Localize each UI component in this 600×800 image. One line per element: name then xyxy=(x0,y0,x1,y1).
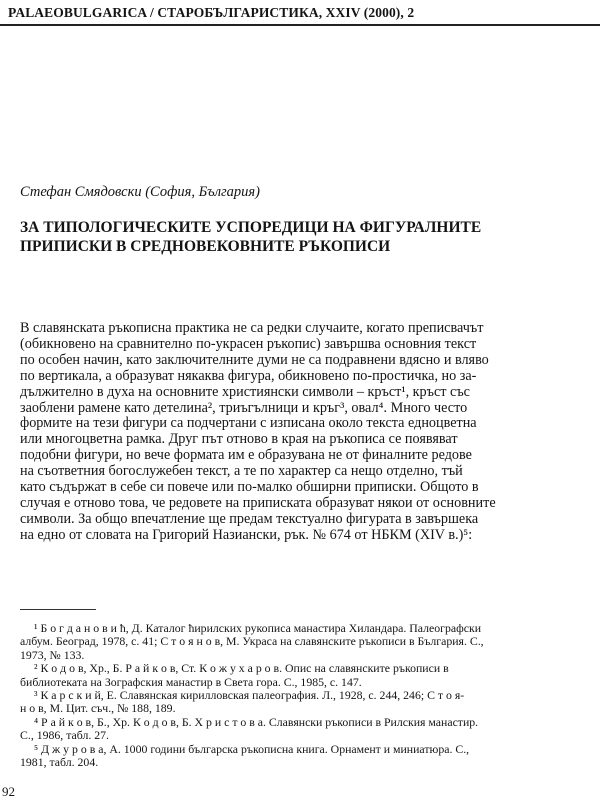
body-line: случая е отново това, че редовете на приписката образуват някои от основните xyxy=(20,494,496,511)
body-line: като съдържат в себе си повече или по-малко обширни приписки. Общото в xyxy=(20,479,479,496)
footnote xyxy=(20,743,586,770)
footnote-divider xyxy=(20,609,96,610)
footnotes xyxy=(20,622,586,769)
footnote xyxy=(20,689,586,716)
running-header: PALAEOBULGARICA / СТАРОБЪЛГАРИСТИКА, XXIV (2000), 2 xyxy=(8,5,415,20)
footnote-line: библиотеката на Зографския манастир в Света гора. С., 1985, с. 147. xyxy=(20,674,362,689)
article-title xyxy=(20,218,580,256)
article-title-line: ПРИПИСКИ В СРЕДНОВЕКОВНИТЕ РЪКОПИСИ xyxy=(20,238,391,255)
page-number: 92 xyxy=(2,784,15,799)
body-line: формите на тези фигури са подчертани с изписана около текста едноцветна xyxy=(20,415,477,432)
footnote-line: 1981, табл. 204. xyxy=(20,755,99,770)
footnote-line: ⁵ Д ж у р о в а, А. 1000 години българска ръкописна книга. Орнамент и миниатюра. С., xyxy=(34,741,470,756)
footnote-line: албум. Београд, 1978, с. 41; С т о я н о в, М. Украса на славянските ръкописи в България. С., xyxy=(20,634,484,649)
footnote-line: ³ К а р с к и й, Е. Славянская кирилловская палеография. Л., 1928, с. 244, 246; С т о я- xyxy=(34,688,465,703)
author-line: Стефан Смядовски (София, България) xyxy=(20,184,260,200)
footnote-line: 1973, № 133. xyxy=(20,647,85,662)
body-line: на едно от словата на Григорий Назиански, рък. № 674 от НБКМ (XIV в.)⁵: xyxy=(20,526,473,543)
footnote xyxy=(20,622,586,662)
body-line: символи. За общо впечатление ще предам текстуално фигурата в завършека xyxy=(20,510,479,527)
body-line: (обикновено на сравнително по-украсен ръкопис) завършва основния текст xyxy=(20,335,477,352)
body-line: на съответния богослужебен текст, а те по характер са нещо отделно, тъй xyxy=(20,463,463,480)
body-line: В славянската ръкописна практика не са редки случаите, когато преписвачът xyxy=(20,320,484,336)
body-line: по вертикала, а образуват някаква фигура, обикновено по-простичка, но за- xyxy=(20,367,477,384)
footnote xyxy=(20,716,586,743)
body-line: или многоцветна рамка. Друг път отново в края на ръкописа се появяват xyxy=(20,431,458,448)
body-paragraph xyxy=(20,321,586,544)
body-line: подобни фигури, но вече формата им е образувана не от финалните редове xyxy=(20,447,472,464)
header-rule xyxy=(0,24,600,26)
body-line: заоблени рамене като детелина², триъгълници и кръг³, овал⁴. Много често xyxy=(20,399,468,416)
footnote-line: ¹ Б о г д а н о в и ћ, Д. Каталог ћирилских рукописа манастира Хиландара. Палеографски xyxy=(34,621,482,635)
footnote-line: н о в, М. Цит. съч., № 188, 189. xyxy=(20,701,176,716)
body-line: дължително в духа на основните християнски символи – кръст¹, кръст със xyxy=(20,383,470,400)
footnote xyxy=(20,662,586,689)
article-title-line: ЗА ТИПОЛОГИЧЕСКИТЕ УСПОРЕДИЦИ НА ФИГУРАЛНИТЕ xyxy=(20,219,482,236)
footnote-line: ⁴ Р а й к о в, Б., Хр. К о д о в, Б. Х р и с т о в а. Славянски ръкописи в Рилския манастир. xyxy=(34,714,479,729)
footnote-line: ² К о д о в, Хр., Б. Р а й к о в, Ст. К о ж у х а р о в. Опис на славянските ръкописи в xyxy=(34,661,449,676)
body-line: по особен начин, като заключителните думи не са подравнени вдясно и вляво xyxy=(20,351,489,368)
footnote-line: С., 1986, табл. 27. xyxy=(20,728,109,743)
